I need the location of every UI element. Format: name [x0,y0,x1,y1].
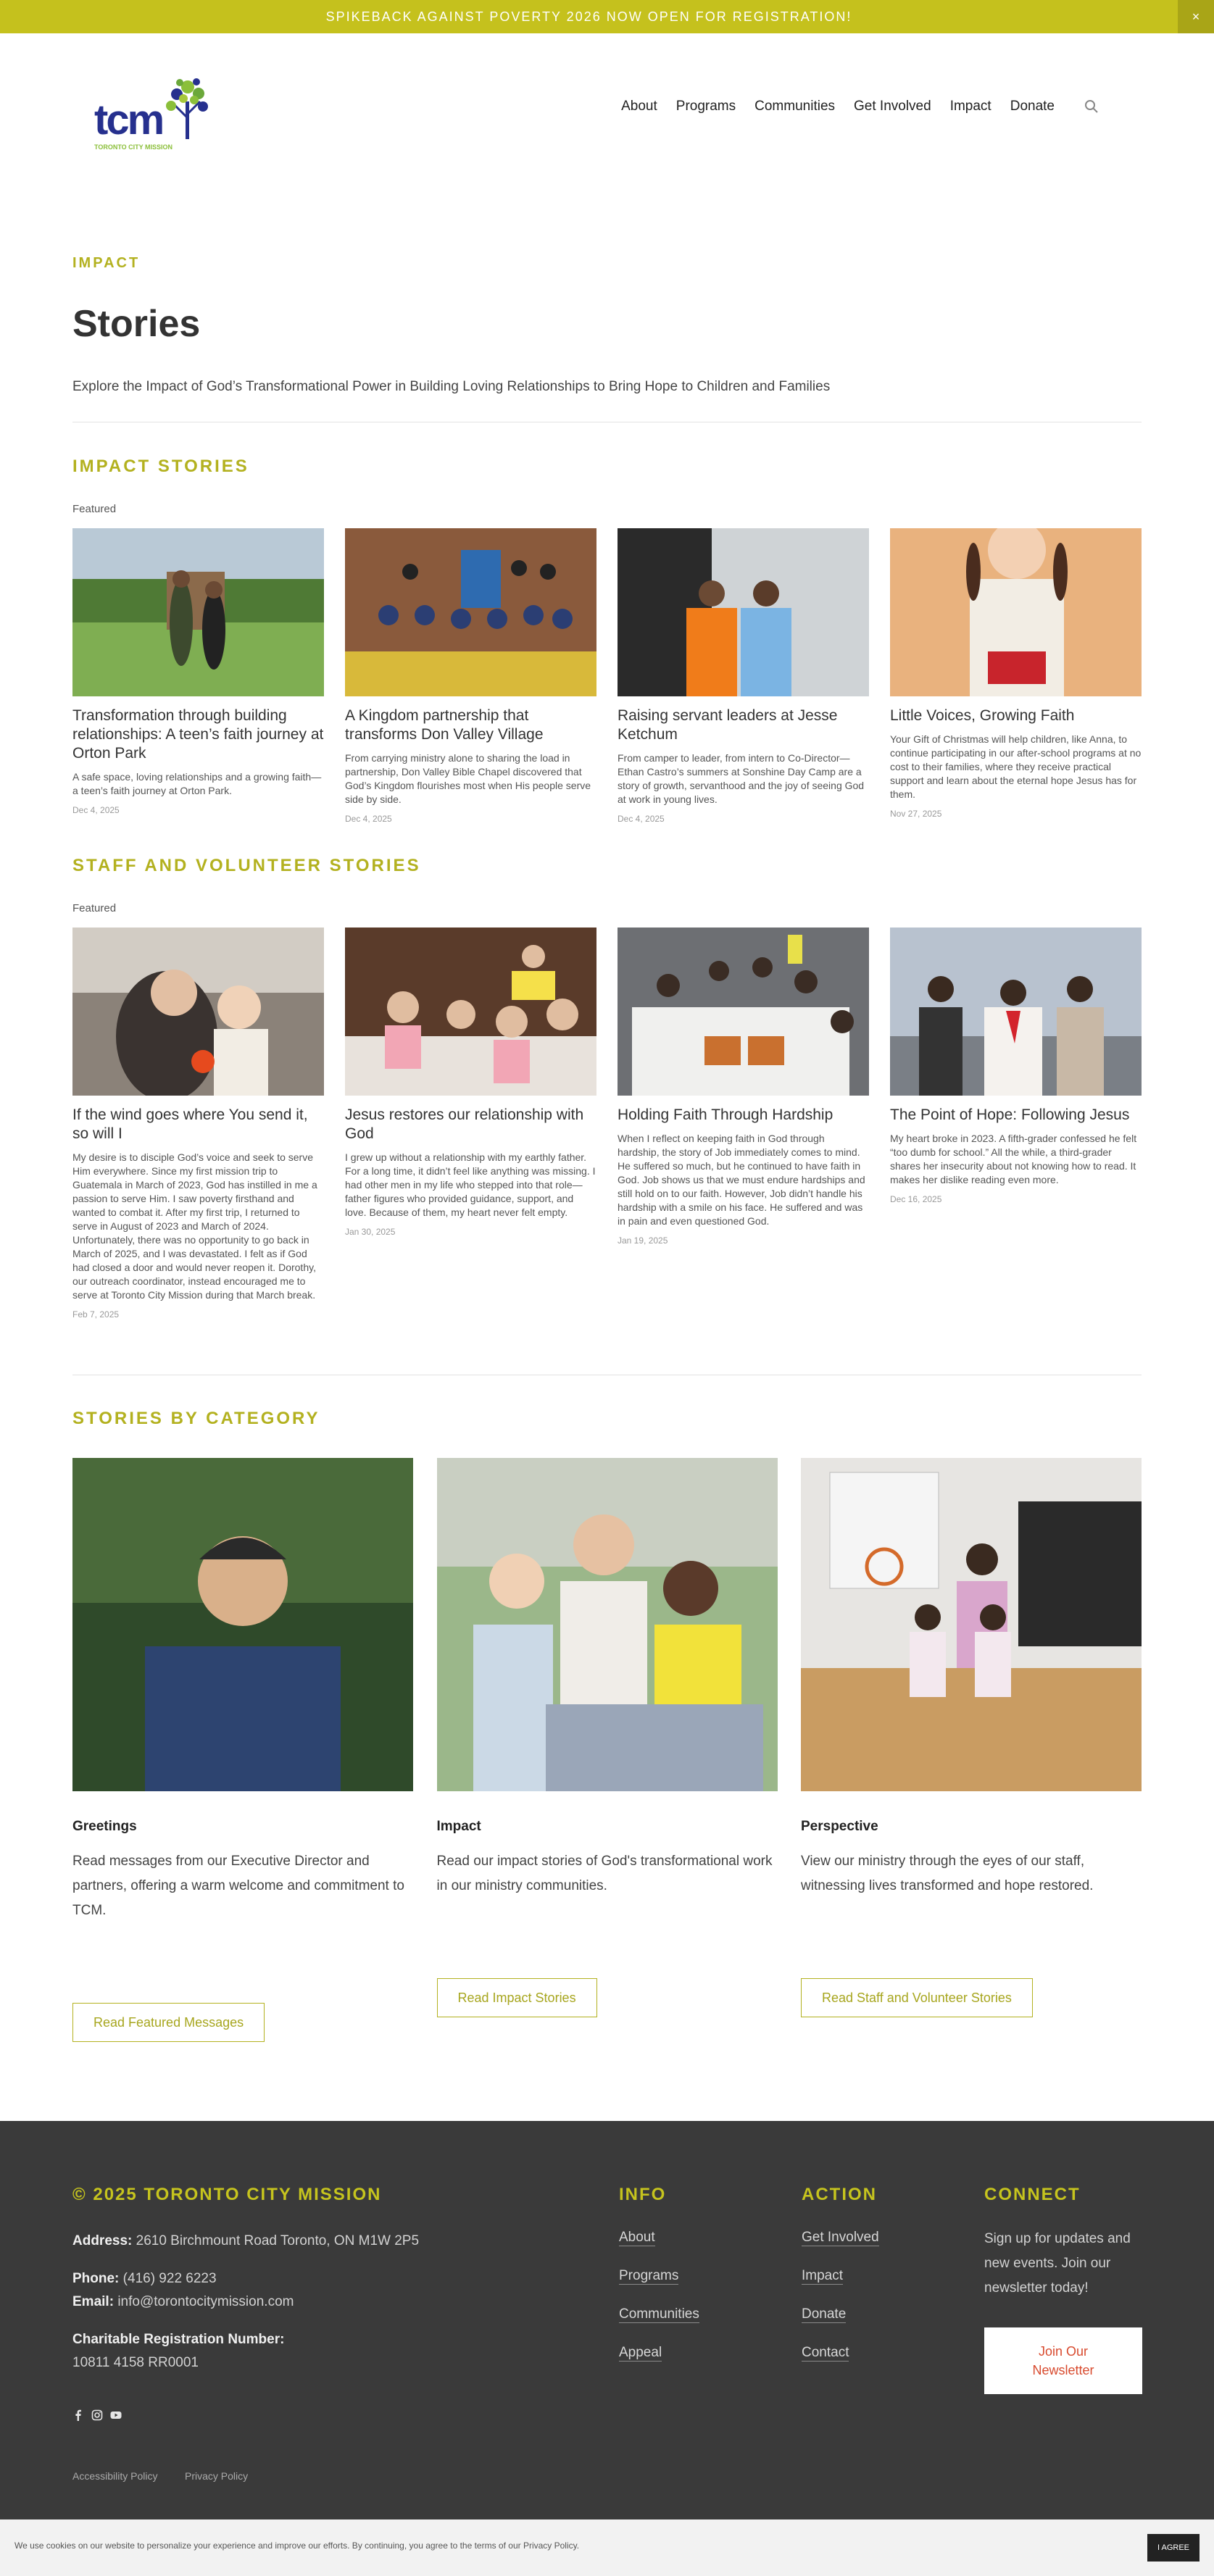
category-impact [437,1458,778,2009]
footer-link-programs[interactable]: Programs [619,2268,679,2283]
footer-link-donate[interactable]: Donate [802,2306,847,2322]
story-card[interactable] [890,528,1142,824]
story-image[interactable] [890,528,1142,696]
nav-get-involved[interactable]: Get Involved [854,99,931,114]
story-title[interactable]: A Kingdom partnership that transforms Don Valley Village [345,707,544,743]
story-card[interactable] [618,528,869,824]
category-perspective [801,1458,1142,2009]
footer-org: © 2025 TORONTO CITY MISSION [72,2185,382,2204]
footer-link-contact[interactable]: Contact [802,2345,849,2360]
youtube-icon[interactable] [110,2409,122,2421]
story-image[interactable] [890,928,1142,1096]
logo-tagline: TORONTO CITY MISSION [94,143,173,151]
read-staff-volunteer-stories-button[interactable]: Read Staff and Volunteer Stories [801,1978,1033,2017]
cookie-text: We use cookies on our website to personalize your experience and improve our efforts. By continuing, you agree to the terms of our Privacy Policy. [14,2540,580,2551]
category-text: View our ministry through the eyes of our staff, witnessing lives transformed and hope restored. [801,1854,1094,1893]
read-impact-stories-button[interactable]: Read Impact Stories [437,1978,597,2017]
footer-connect-title: CONNECT [984,2185,1081,2204]
accessibility-policy-link[interactable]: Accessibility Policy [72,2470,158,2482]
story-date: Dec 4, 2025 [72,805,120,815]
hero [72,255,1142,395]
category-text: Read messages from our Executive Director and partners, offering a warm welcome and commitment to TCM. [72,1854,404,1918]
category-image[interactable] [801,1458,1142,1791]
story-card[interactable] [345,928,596,1320]
story-title[interactable]: The Point of Hope: Following Jesus [890,1106,1130,1123]
category-title: Greetings [72,1819,137,1834]
story-date: Dec 4, 2025 [345,814,392,824]
footer-link-appeal[interactable]: Appeal [619,2345,662,2360]
section-title: STAFF AND VOLUNTEER STORIES [72,856,421,875]
footer-link-about[interactable]: About [619,2230,655,2245]
story-excerpt: My heart broke in 2023. A fifth-grader confessed he felt “too dumb for school.” All the while, a third-grader shares her insecurity about not knowing how to read. It makes her dislike reading even more. [890,1133,1137,1185]
story-date: Dec 16, 2025 [890,1194,942,1204]
footer-charity-number: 10811 4158 RR0001 [72,2355,199,2370]
story-image[interactable] [72,928,324,1096]
story-title[interactable]: Little Voices, Growing Faith [890,707,1075,724]
search-icon[interactable] [1084,99,1099,114]
story-date: Nov 27, 2025 [890,809,942,819]
footer-charity-label: Charitable Registration Number: [72,2332,285,2347]
cookie-agree-button[interactable]: I AGREE [1147,2534,1200,2562]
story-image[interactable] [345,528,596,696]
page-title: Stories [72,303,201,345]
story-card[interactable] [618,928,869,1320]
story-date: Dec 4, 2025 [618,814,665,824]
story-image[interactable] [345,928,596,1096]
story-cards [72,928,1142,1320]
announcement-bar [0,0,1214,33]
category-title: Impact [436,1819,481,1834]
logo-letters: tcm [94,96,163,143]
category-cards [72,1458,1142,2030]
footer-email[interactable]: Email: info@torontocitymission.com [72,2294,294,2309]
social-links [72,2409,129,2421]
facebook-icon[interactable] [72,2409,84,2421]
footer-phone: Phone: (416) 922 6223 [72,2271,217,2286]
footer-address: Address: 2610 Birchmount Road Toronto, ON M1W 2P5 [72,2233,420,2248]
main-nav [602,99,1099,114]
footer-connect-text: Sign up for updates and new events. Join our newsletter today! [984,2231,1131,2296]
story-card[interactable] [345,528,596,824]
story-excerpt: When I reflect on keeping faith in God through hardship, the story of Job immediately comes to mind. He suffered so much, but he continued to have faith in God. Job shows us that we must endure hardships and still hold on to our faith. However, Job didn’t handle his hardship with a smile on his face. He suffered and was in pain and even questioned God. [618,1133,865,1227]
impact-stories-section [72,457,1142,824]
story-image[interactable] [72,528,324,696]
footer-action-title: ACTION [802,2185,877,2204]
nav-impact[interactable]: Impact [949,99,991,114]
story-title[interactable]: If the wind goes where You send it, so will I [72,1106,308,1142]
story-title[interactable]: Transformation through building relationships: A teen’s faith journey at Orton Park [72,707,324,762]
featured-label: Featured [72,503,117,515]
story-card[interactable] [890,928,1142,1320]
section-title: IMPACT STORIES [72,457,249,476]
story-excerpt: I grew up without a relationship with my earthly father. For a long time, it didn’t feel like anything was missing. I had other men in my life who stepped into that role—father figures who provided guidance, support, and love. Because of them, my heart never felt empty. [345,1151,596,1218]
story-card[interactable] [72,528,324,824]
nav-programs[interactable]: Programs [675,99,736,114]
story-date: Jan 19, 2025 [618,1235,668,1246]
category-image[interactable] [72,1458,413,1791]
story-title[interactable]: Jesus restores our relationship with God [345,1106,584,1142]
story-cards [72,528,1142,824]
category-image[interactable] [437,1458,778,1791]
page-intro: Explore the Impact of God’s Transformational Power in Building Loving Relationships to Bring Hope to Children and Families [72,379,831,394]
cookie-banner [0,2519,1214,2576]
join-newsletter-button[interactable]: Join Our Newsletter [984,2327,1142,2394]
nav-donate[interactable]: Donate [1010,99,1055,114]
staff-stories-section [72,856,1142,1320]
story-excerpt: A safe space, loving relationships and a growing faith— a teen’s faith journey at Orton Park. [72,771,322,796]
privacy-policy-link[interactable]: Privacy Policy [185,2470,249,2482]
category-section [72,1409,1142,2030]
instagram-icon[interactable] [91,2409,103,2421]
nav-communities[interactable]: Communities [754,99,836,114]
story-title[interactable]: Holding Faith Through Hardship [618,1106,833,1123]
category-title: Perspective [801,1819,878,1834]
announcement-text[interactable]: SPIKEBACK AGAINST POVERTY 2026 NOW OPEN FOR REGISTRATION! [325,9,852,24]
story-card[interactable] [72,928,324,1320]
footer-link-get-involved[interactable]: Get Involved [802,2230,879,2245]
page-eyebrow: IMPACT [72,255,141,271]
footer-link-communities[interactable]: Communities [619,2306,699,2322]
story-excerpt: From camper to leader, from intern to Co-Director—Ethan Castro’s summers at Sonshine Day Camp are a story of growth, servanthood and the joy of seeing God at work in young lives. [618,752,865,805]
close-icon[interactable]: × [1178,0,1214,33]
story-date: Feb 7, 2025 [72,1309,120,1320]
story-title[interactable]: Raising servant leaders at Jesse Ketchum [618,707,838,743]
story-image[interactable] [618,528,869,696]
story-excerpt: From carrying ministry alone to sharing the load in partnership, Don Valley Bible Chapel discovered that God’s Kingdom flourishes most when His people serve side by side. [345,752,591,805]
logo[interactable] [93,74,216,154]
story-date: Jan 30, 2025 [345,1227,396,1237]
featured-label: Featured [72,902,117,914]
footer-link-impact[interactable]: Impact [802,2268,844,2283]
site-footer [0,2121,1214,2519]
category-text: Read our impact stories of God's transformational work in our ministry communities. [436,1854,773,1893]
category-greetings [72,1458,413,2030]
read-featured-messages-button[interactable]: Read Featured Messages [72,2003,265,2042]
site-header [0,33,1214,189]
section-title: STORIES BY CATEGORY [72,1409,320,1428]
nav-about[interactable]: About [621,99,657,114]
story-excerpt: My desire is to disciple God’s voice and seek to serve Him everywhere. Since my first mission trip to Guatemala in March of 2023, God has instilled in me a passion to serve Him. I saw poverty firsthand and wanted to combat it. After my first trip, I returned to serve in August of 2023 and March of 2024. Unfortunately, there was no opportunity to go back in March of 2025, and I was devastated. I felt as if God had closed a door and would never reopen it. Dorothy, our outreach coordinator, instead encouraged me to serve at Toronto City Mission during that March break. [72,1151,317,1301]
story-excerpt: Your Gift of Christmas will help children, like Anna, to continue participating in our after-school programs at no cost to their families, where they receive practical support and learn about the eternal hope Jesus has for them. [890,733,1142,800]
story-image[interactable] [618,928,869,1096]
footer-info-title: INFO [619,2185,667,2204]
